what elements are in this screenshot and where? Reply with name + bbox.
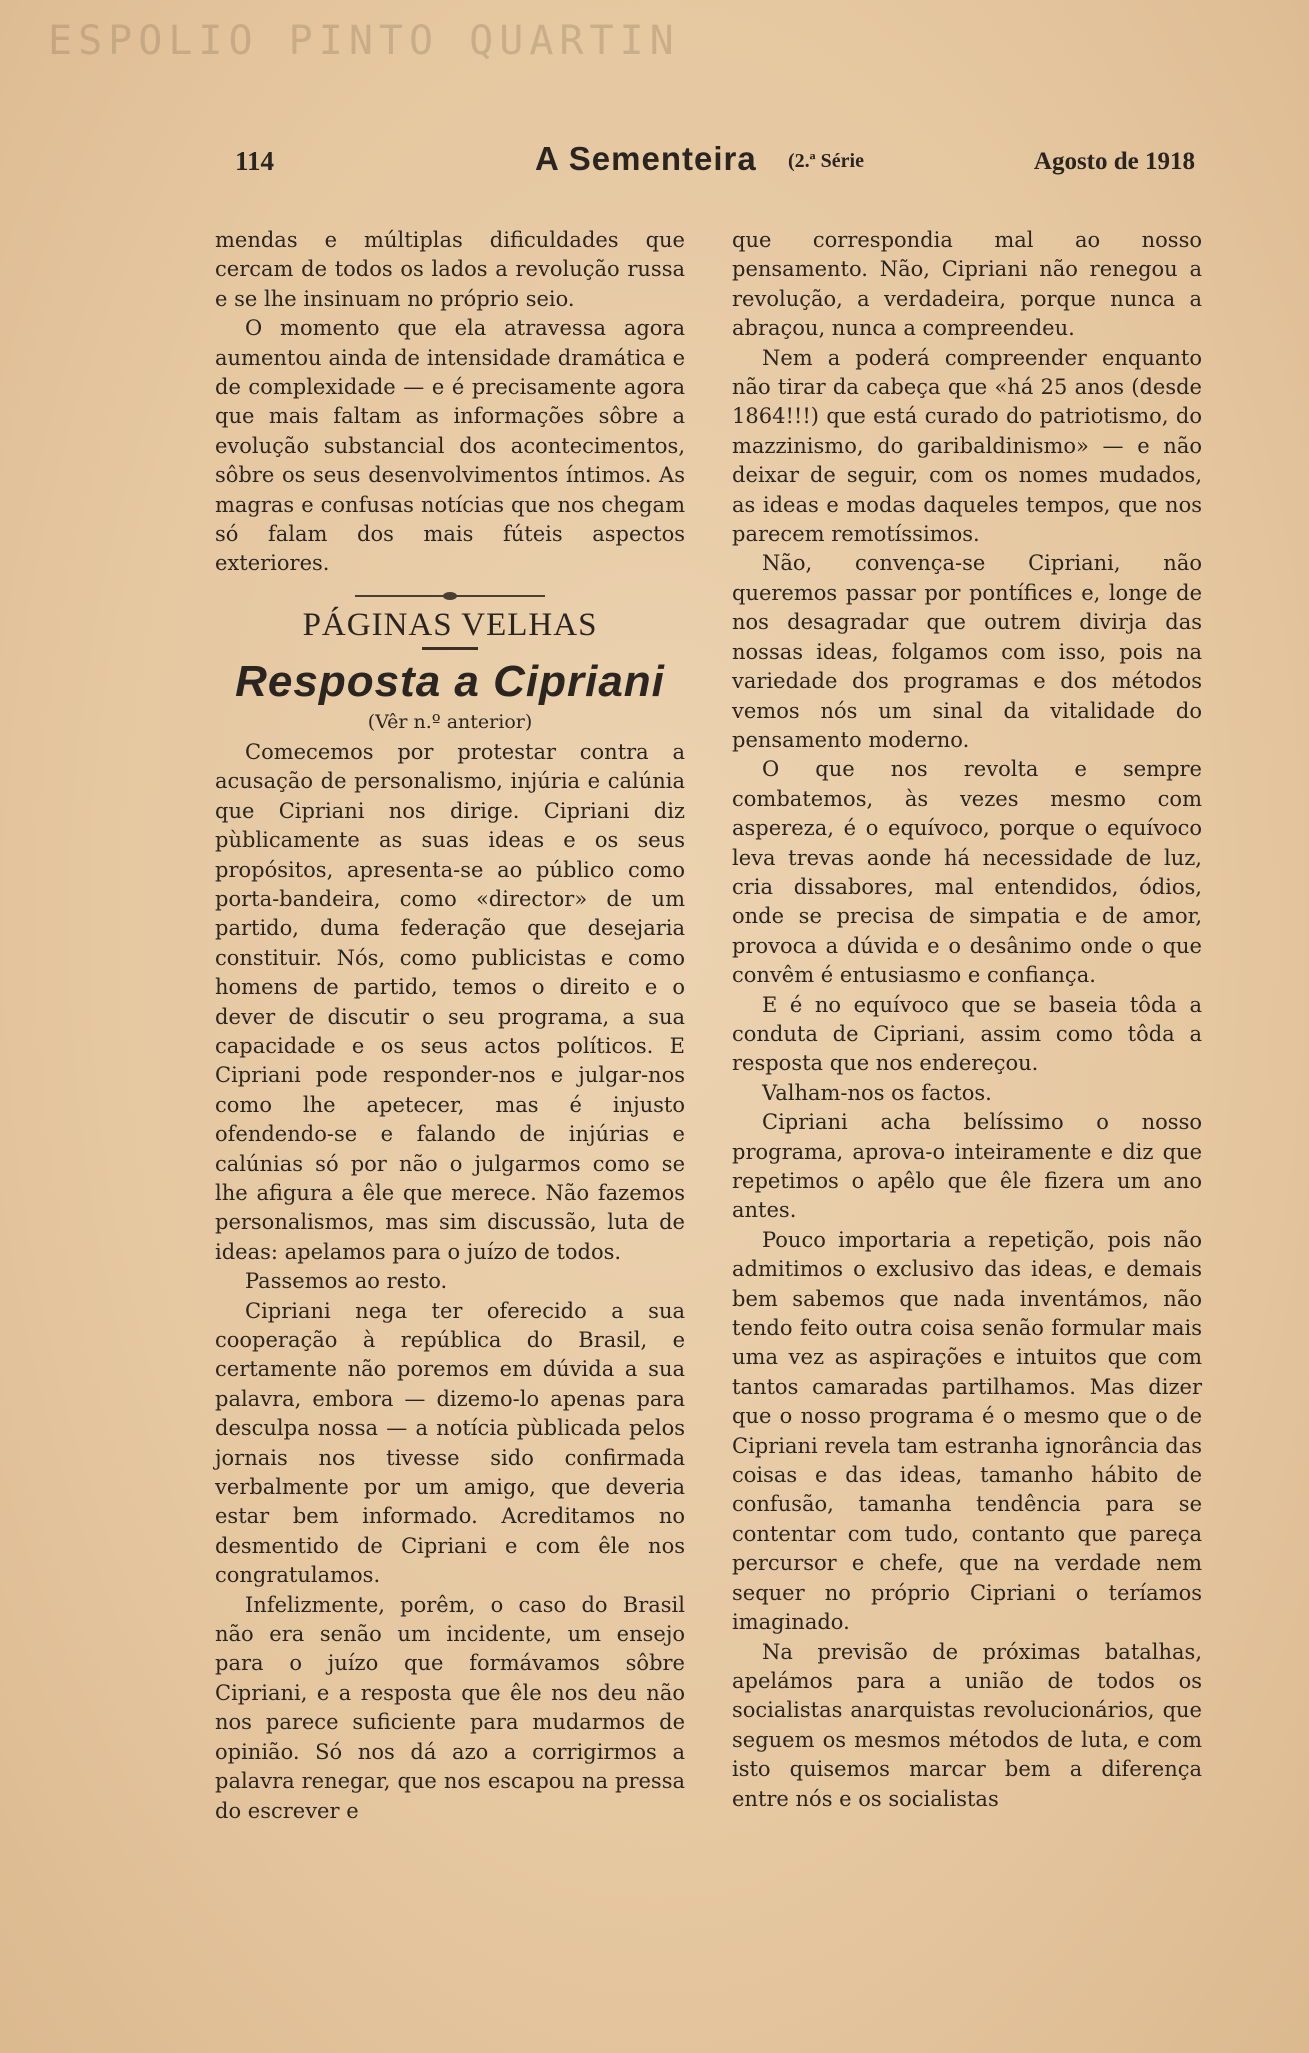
paragraph: Pouco importaria a repetição, pois não admitimos o exclusivo das ideas, e demais bem sabemos que nada inventámos, não tendo feito outra coisa senão formular mais uma vez as aspirações e intuitos que com tantos camaradas partilhamos. Mas dizer que o nosso programa é o mesmo que o de Cipriani revela tam estranha ignorância das coisas e das ideas, tamanho hábito de confusão, tamanha tendência para se contentar com tudo, contanto que pareça percursor e chefe, que na verdade nem sequer no próprio Cipriani o teríamos imaginado. [732, 1227, 1202, 1635]
article-reference: (Vêr n.º anterior) [367, 710, 533, 733]
paragraph: Comecemos por protestar contra a acusação de personalismo, injúria e calúnia que Cipriani nos dirige. Cipriani diz pùblicamente as suas ideas e os seus propósitos, apresenta-se ao público como porta-bandeira, como «director» de um partido, duma federação que desejaria constituir. Nós, como publicistas e como homens de partido, temos o direito e o dever de discutir o seu programa, a sua capacidade e os seus actos políticos. E Cipriani pode responder-nos e julgar-nos como lhe apetecer, mas é injusto ofendendo-se e falando de injúrias e calúnias só por não o julgarmos como se lhe afigura a êle que merece. Não fazemos personalismos, mas sim discussão, luta de ideas: apelamos para o juízo de todos. [215, 739, 685, 1264]
paragraph: Cipriani nega ter oferecido a sua cooperação à república do Brasil, e certamente não poremos em dúvida a sua palavra, embora — dizemo-lo apenas para desculpa nossa — a notícia pùblicada pelos jornais nos tivesse sido confirmada verbalmente por um amigo, que deveria estar bem informado. Acreditamos no desmentido de Cipriani e com êle nos congratulamos. [215, 1298, 685, 1588]
paragraph: Passemos ao resto. [245, 1269, 448, 1294]
paragraph: Não, convença-se Cipriani, não queremos passar por pontífices e, longe de nos desagradar que outrem divirja das nossas ideas, folgamos com isso, pois na variedade dos programas e dos métodos vemos nós um sinal da vitalidade do pensamento moderno. [732, 551, 1202, 752]
journal-title: A Sementeira [535, 140, 757, 177]
page-number: 114 [235, 146, 275, 176]
paragraph: Na previsão de próximas batalhas, apelámos para a união de todos os socialistas anarquistas revolucionários, que seguem os mesmos métodos de luta, e com isto quisemos marcar bem a diferença entre nós e os socialistas [732, 1639, 1202, 1811]
ornamental-divider [355, 595, 545, 597]
paragraph: O que nos revolta e sempre combatemos, às vezes mesmo com aspereza, é o equívoco, porque o equívoco leva trevas aonde há necessidade de luz, cria dissabores, mal entendidos, ódios, onde se precisa de simpatia e de amor, provoca a dúvida e o desânimo onde o que convêm é entusiasmo e confiança. [732, 757, 1202, 988]
paragraph: O momento que ela atravessa agora aumentou ainda de intensidade dramática e de complexidade — e é precisamente agora que mais faltam as informações sôbre a evolução substancial dos acontecimentos, sôbre os seus desenvolvimentos íntimos. As magras e confusas notícias que nos chegam só falam dos mais fúteis aspectos exteriores. [215, 316, 685, 576]
section-title: PÁGINAS VELHAS [302, 606, 598, 643]
paragraph: que correspondia mal ao nosso pensamento. Não, Cipriani não renegou a revolução, a verdadeira, porque nunca a abraçou, nunca a compreendeu. [732, 228, 1202, 341]
paragraph: Nem a poderá compreender enquanto não tirar da cabeça que «há 25 anos (desde 1864!!!) que está curado do patriotismo, do mazzinismo, do garibaldinismo» — e não deixar de seguir, com os nomes mudados, as ideas e modas daqueles tempos, que nos parecem remotíssimos. [732, 345, 1202, 547]
page-header [235, 140, 1195, 190]
archive-stamp: ESPOLIO PINTO QUARTIN [48, 18, 680, 64]
paragraph: Valham-nos os factos. [762, 1080, 992, 1105]
article-title: Resposta a Cipriani [235, 656, 665, 706]
paragraph: Cipriani acha belíssimo o nosso programa, aprova-o inteiramente e diz que repetimos o apêlo que êle fizera um ano antes. [732, 1110, 1202, 1223]
paragraph: E é no equívoco que se baseia tôda a conduta de Cipriani, assim como tôda a resposta que nos endereçou. [732, 992, 1202, 1076]
title-rule [422, 647, 478, 650]
right-column [732, 226, 1202, 1814]
paragraph: Infelizmente, porêm, o caso do Brasil não era senão um incidente, um ensejo para o juízo que formávamos sôbre Cipriani, e a resposta que êle nos deu não nos parece suficiente para mudarmos de opinião. Só nos dá azo a corrigirmos a palavra renegar, que nos escapou na pressa do escrever e [215, 1592, 685, 1823]
series-label: (2.ª Série [788, 150, 864, 172]
paragraph: mendas e múltiplas dificuldades que cercam de todos os lados a revolução russa e se lhe insinuam no próprio seio. [215, 228, 685, 311]
issue-date: Agosto de 1918 [1033, 148, 1195, 175]
left-column [215, 226, 685, 1826]
